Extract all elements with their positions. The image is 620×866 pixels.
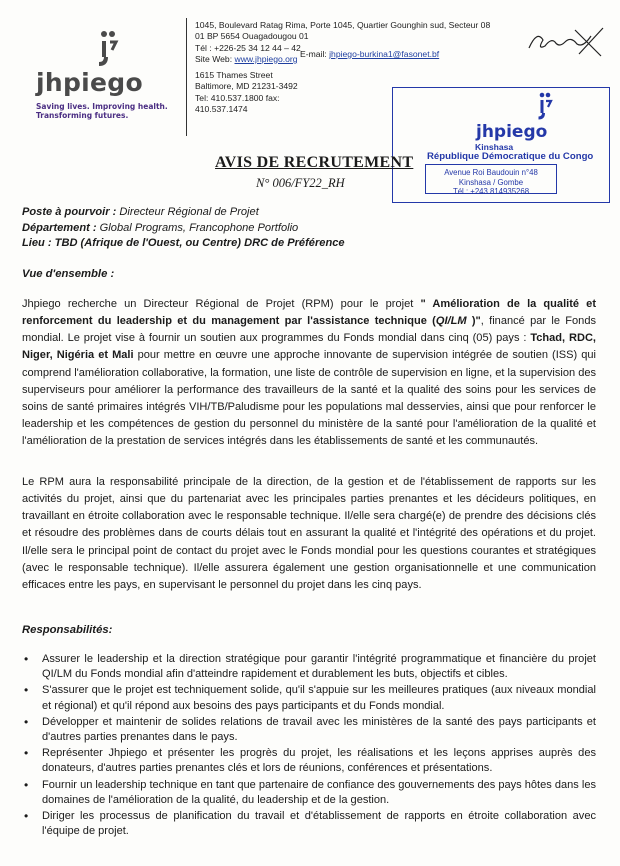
email-link[interactable]: jhpiego-burkina1@fasonet.bf — [329, 49, 440, 59]
address-line: 1615 Thames Street — [195, 70, 273, 81]
role-paragraph — [22, 474, 596, 594]
address-line: 1045, Boulevard Ratag Rima, Porte 1045, Quartier Gounghin sud, Secteur 08 — [195, 20, 491, 30]
list-item: • S'assurer que le projet est techniquement solide, qu'il s'appuie sur les meilleures pratiques (aux niveaux mondial et régional) et qu'il répond aux besoins des pays participants et du Fonds mondial. — [22, 683, 596, 713]
meta-poste — [22, 205, 345, 221]
signature-icon — [525, 20, 610, 65]
jhpiego-logo-mark-icon — [99, 30, 125, 66]
p1-bold: " Amélioration de la qualité et renforcement du leadership et du management par l'assistance technique ( — [22, 298, 596, 328]
list-item: • Assurer le leadership et la direction stratégique pour garantir l'intégrité programmatique et financière du projet QI/LM du Fonds mondial afin d'atteindre rapidement et durablement les buts, objectifs et cibles. — [22, 652, 596, 682]
stamp-city: Kinshasa — [475, 142, 514, 152]
p2-text: Le RPM aura la responsabilité principale de la direction, de la gestion et de l'établissement de rapports sur les activités du projet, ainsi que du partenariat avec les principales parties prenantes et les décideurs politiques, en travaillant en étroite collaboration avec le responsable technique. Il/elle sera chargé(e) de prendre des décisions clés et résoudre des problèmes dans de courts délais tout en assurant la qualité et l'intégrité des opérations et du projet. Il/elle sera le principal point de contact du projet avec le Fonds mondial pour les questions courantes et stratégiques (avec le responsable technique). Il/elle assurera également une gestion organisationnelle et une communication efficaces entre les pays, en supervisant le personnel du projet dans les cinq pays. — [22, 476, 596, 591]
meta-value: Global Programs, Francophone Portfolio — [96, 221, 299, 234]
address-tel: Tél : +226-25 34 12 44 – 42 — [195, 42, 301, 53]
responsibilities-list — [22, 652, 596, 840]
address-email — [300, 49, 439, 59]
meta-label: Département : — [22, 221, 97, 234]
meta-label: Lieu : — [22, 237, 52, 249]
list-item: • Représenter Jhpiego et présenter les progrès du projet, les réalisations et les leçons apprises auprès des donateurs, d'autres parties prenantes clés et lors de réunions, conférences et présentations. — [22, 746, 596, 776]
p1-countries: Tchad, RDC, Niger, Nigéria et Mali — [22, 332, 596, 362]
reference-number: N° 006/FY22_RH — [256, 176, 345, 190]
address-fax: 410.537.1474 — [195, 104, 248, 115]
meta-value: TBD (Afrique de l'Ouest, ou Centre) DRC de Préférence — [51, 237, 345, 249]
document-title: AVIS DE RECRUTEMENT — [215, 154, 414, 171]
site-link[interactable]: www.jhpiego.org — [234, 53, 298, 64]
p1-bold: )" — [466, 315, 481, 328]
stamp-address-line: Avenue Roi Baudouin n°48 — [444, 168, 538, 177]
official-stamp — [392, 87, 610, 203]
meta-label: Poste à pourvoir : — [22, 206, 117, 218]
stamp-wordmark: jhpiego — [476, 122, 548, 142]
meta-departement — [22, 221, 345, 237]
list-item: • Développer et maintenir de solides relations de travail avec les ministères de la santé des pays participants et d'autres parties prenantes dans le pays. — [22, 715, 596, 745]
p1-text: pour mettre en œuvre une approche innovante de supervision intégrée de soutien (ISS) qui comprend l'amélioration collaborative, la formation, une liste de contrôle de supervision en ligne, et la supervision des superviseurs pour améliorer la performance des travailleurs de la santé et la qualité des soins pour les services de soins de santé primaires intégrés VIH/TB/Paludisme pour les populations mal desservies, ainsi que pour renforcer le leadership et les compétences de gestion du personnel du ministère de la santé pour l'amélioration de la qualité et l'amélioration de la prestation de services intégrés dans les établissements de santé et les communautés. — [22, 349, 596, 448]
stamp-address-line: Tél : +243 814935268 — [452, 187, 530, 196]
stamp-country: République Démocratique du Congo — [427, 151, 594, 162]
logo-tagline: Saving lives. Improving health. Transforming futures. — [36, 102, 168, 120]
p1-bold-italic: QI/LM — [435, 315, 467, 328]
address-line: 01 BP 5654 Ouagadougou 01 — [195, 31, 309, 42]
email-label: E-mail: — [300, 49, 330, 59]
stamp-address-line: Kinshasa / Gombe — [458, 177, 524, 187]
responsibilities-heading: Responsabilités: — [22, 624, 113, 636]
stamp-logo-mark-icon — [538, 92, 556, 120]
p1-text: , financé par le Fonds mondial. Le projet vise à fournir un soutien aux programmes du Fonds mondial dans cinq (05) pays : — [22, 315, 596, 345]
list-item: • Fournir un leadership technique en tant que partenaire de confiance des gouvernements des pays hôtes dans les domaines de l'amélioration de la qualité, du leadership et de la gestion. — [22, 778, 596, 808]
header-divider — [186, 18, 187, 136]
list-item: • Diriger les processus de planification du travail et d'établissement de rapports en étroite collaboration avec l'équipe de projet. — [22, 809, 596, 839]
overview-paragraph — [22, 296, 596, 450]
p1-text: Jhpiego recherche un Directeur Régional de Projet (RPM) pour le projet — [22, 298, 421, 310]
address-line: Baltimore, MD 21231-3492 — [195, 81, 298, 92]
meta-value: Directeur Régional de Projet — [116, 206, 259, 218]
stamp-address-box — [425, 164, 557, 194]
logo-wordmark: jhpiego — [36, 68, 143, 97]
job-meta — [22, 205, 345, 252]
address-tel: Tel: 410.537.1800 fax: — [195, 92, 280, 103]
overview-heading: Vue d'ensemble : — [22, 268, 115, 280]
meta-lieu — [22, 236, 345, 252]
site-label: Site Web: — [195, 53, 235, 64]
